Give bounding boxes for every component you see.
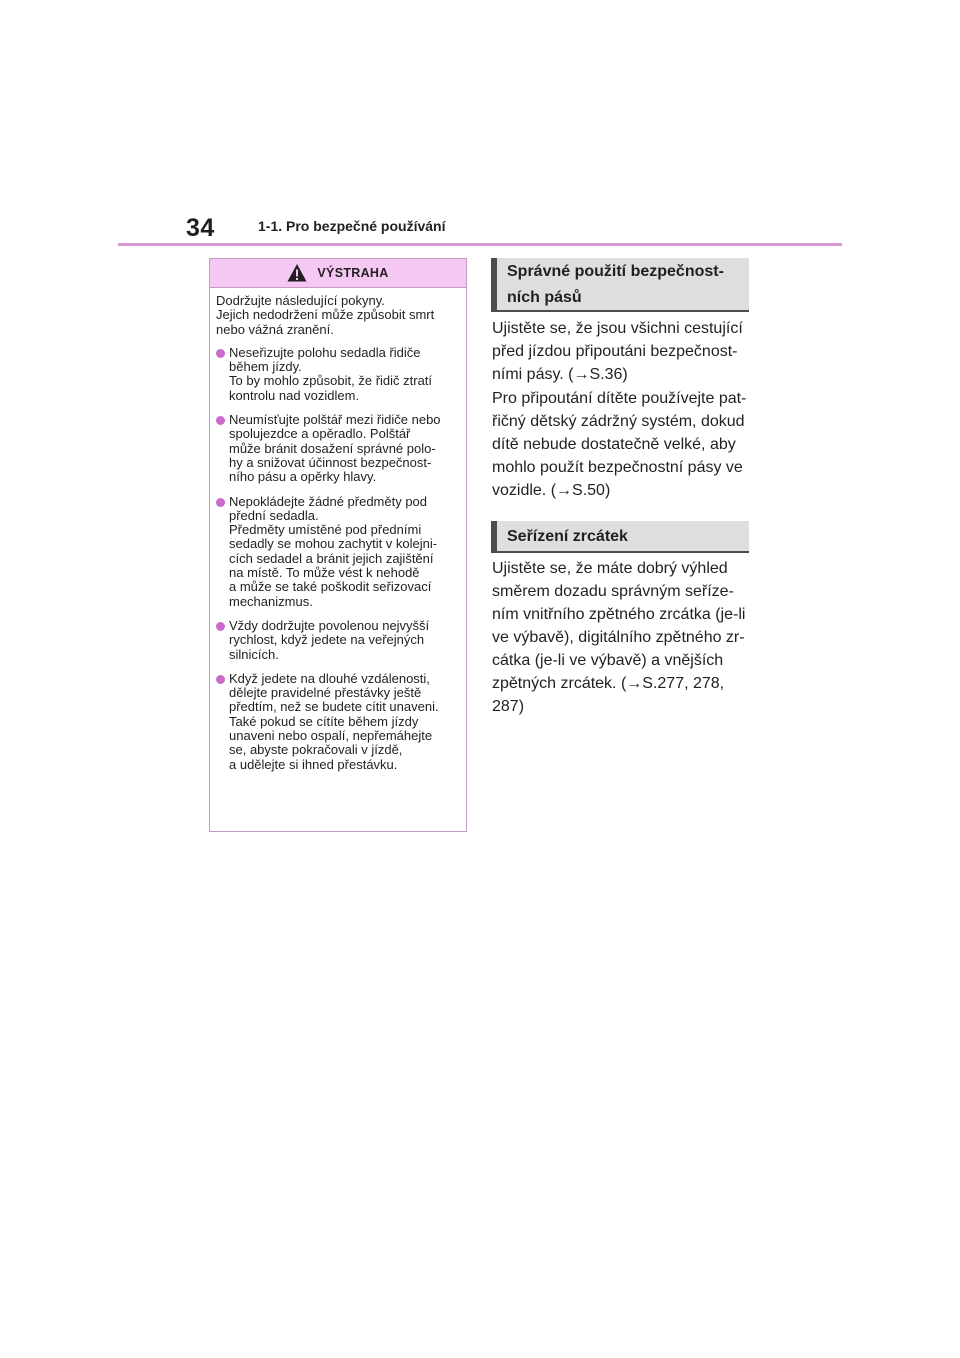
warning-item — [216, 346, 460, 403]
bullet-icon — [216, 675, 225, 684]
bullet-icon — [216, 416, 225, 425]
bullet-icon — [216, 498, 225, 507]
bullet-icon — [216, 622, 225, 631]
warning-body — [210, 288, 466, 772]
seatbelt-paragraph-1: Ujistěte se, že jsou všichni cestující před jízdou připoutáni bezpečnost- ními pásy. (→S.36) — [492, 320, 743, 383]
warning-item-text: Vždy dodržujte povolenou nejvyšší rychlost, když jedete na veřejných silnicích. — [229, 617, 430, 662]
warning-box — [209, 258, 467, 832]
warning-item — [216, 619, 460, 662]
warning-list — [216, 346, 460, 772]
mirrors-paragraph: Ujistěte se, že máte dobrý výhled směrem dozadu správným seříze- ním vnitřního zpětného zrcátka (je-li ve výbavě), digitálního zpětného zr- cátka (je-li ve výbavě) a vnějších zpětných zrcátek. (→S.277, 278, 287) — [492, 560, 746, 715]
seatbelt-paragraph-2: Pro připoutání dítěte používejte pat- řičný dětský zádržný systém, dokud dítě nebude dostatečně velké, aby mohlo použít bezpečnostní pásy ve vozidle. (→S.50) — [492, 390, 747, 499]
warning-header — [210, 259, 466, 288]
mirrors-heading: Seřízení zrcátek — [491, 521, 749, 553]
seatbelt-heading: Správné použití bezpečnost- ních pásů — [491, 258, 749, 312]
warning-title: VÝSTRAHA — [317, 266, 389, 280]
warning-item-text: Neumísťujte polštář mezi řidiče nebo spolujezdce a opěradlo. Polštář může bránit dosažení správné polo- hy a snižovat účinnost bezpečnost- ního pásu a opěrky hlavy. — [229, 412, 441, 485]
page-number: 34 — [186, 214, 215, 242]
bullet-icon — [216, 349, 225, 358]
warning-triangle-icon — [287, 263, 307, 283]
section-title: 1-1. Pro bezpečné používání — [258, 218, 446, 234]
warning-item — [216, 413, 460, 484]
warning-item-text: Nepokládejte žádné předměty pod přední sedadla. Předměty umístěné pod předními sedadly se mohou zachytit v kolejni- cích sedadel a bránit jejich zajištění na místě. To může vést k nehodě a může se také poškodit seřizovací mechanizmus. — [229, 493, 438, 609]
warning-intro: Dodržujte následující pokyny. Jejich nedodržení může způsobit smrt nebo vážná zranění. — [216, 293, 435, 337]
warning-item — [216, 672, 460, 772]
warning-item — [216, 495, 460, 609]
header-rule — [118, 243, 842, 246]
warning-item-text: Když jedete na dlouhé vzdálenosti, dělejte pravidelné přestávky ještě předtím, než se budete cítit unaveni. Také pokud se cítíte během jízdy unaveni nebo ospalí, nepřemáhejte se, abyste pokračovali v jízdě, a udělejte si ihned přestávku. — [229, 670, 439, 772]
warning-item-text: Neseřizujte polohu sedadla řidiče během jízdy. To by mohlo způsobit, že řidič ztratí kontrolu nad vozidlem. — [229, 344, 433, 403]
